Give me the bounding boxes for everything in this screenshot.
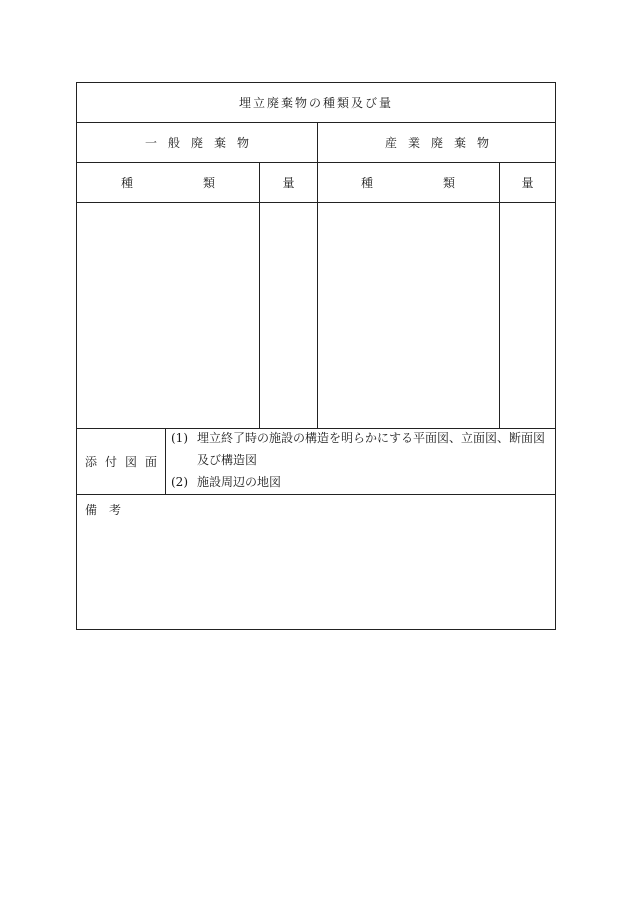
divider — [165, 428, 166, 494]
header-char: 物 — [236, 136, 249, 150]
remarks-label — [85, 501, 121, 518]
header-char: 類 — [202, 176, 215, 190]
label-char: 添 — [85, 455, 98, 469]
label-char: 付 — [104, 455, 117, 469]
header-char: 類 — [442, 176, 455, 190]
label-char: 備 — [85, 503, 98, 517]
header-char: 種 — [121, 176, 134, 190]
attachments-label — [85, 429, 157, 494]
general-waste-header — [145, 123, 249, 162]
header-char: 廃 — [190, 136, 203, 150]
divider — [77, 494, 555, 495]
item-text: 施設周辺の地図 — [197, 475, 282, 489]
header-char: 物 — [476, 136, 489, 150]
general-amount-header: 量 — [282, 176, 295, 190]
label-char: 面 — [144, 455, 157, 469]
form-title: 埋立廃棄物の種類及び量 — [238, 96, 393, 110]
header-char: 棄 — [213, 136, 226, 150]
header-char: 業 — [407, 136, 420, 150]
item-number: (1) — [171, 431, 188, 445]
header-char: 産 — [385, 136, 398, 150]
industrial-amount-entry[interactable] — [500, 203, 555, 428]
header-char: 種 — [361, 176, 374, 190]
industrial-amount-header: 量 — [521, 176, 534, 190]
label-char: 考 — [108, 503, 121, 517]
waste-form-table — [76, 82, 556, 630]
label-char: 図 — [124, 455, 137, 469]
remarks-entry[interactable] — [77, 523, 555, 629]
list-item — [171, 471, 555, 493]
general-type-entry[interactable] — [77, 203, 259, 428]
header-char: 般 — [167, 136, 180, 150]
attachments-list — [171, 427, 555, 493]
industrial-waste-header — [385, 123, 489, 162]
header-char: 一 — [145, 136, 158, 150]
item-number: (2) — [171, 475, 188, 489]
item-text: 埋立終了時の施設の構造を明らかにする平面図、立面図、断面図及び構造図 — [197, 431, 546, 467]
general-type-header — [121, 163, 215, 202]
header-char: 廃 — [430, 136, 443, 150]
general-amount-entry[interactable] — [260, 203, 317, 428]
industrial-type-entry[interactable] — [318, 203, 499, 428]
list-item — [171, 427, 555, 471]
industrial-type-header — [361, 163, 455, 202]
header-char: 棄 — [453, 136, 466, 150]
